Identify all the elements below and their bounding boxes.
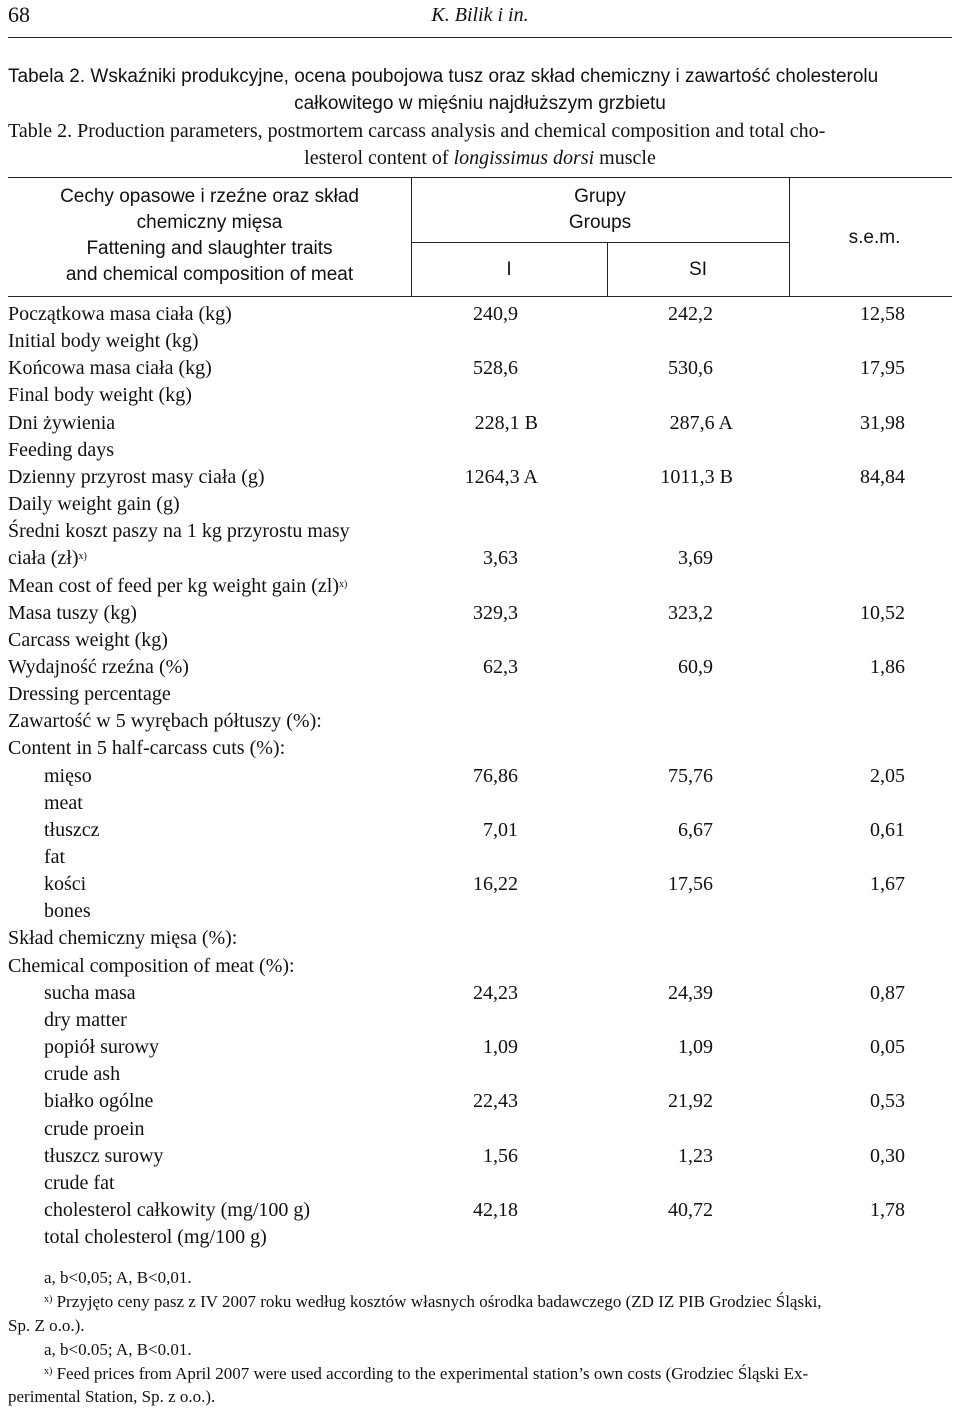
- footnote-price-pl-1: [44, 1290, 822, 1314]
- row-label-text: tłuszcz surowy: [44, 1144, 164, 1167]
- header-groups: [411, 184, 789, 236]
- row-label: [8, 545, 87, 572]
- caption-en-line2: [0, 145, 960, 172]
- value-group-si: 287,6 A: [669, 411, 733, 434]
- value-group-i: 1264,3 A: [464, 465, 538, 488]
- row-label-text: Zawartość w 5 wyrębach półtuszy (%):: [8, 710, 322, 733]
- row-label: [8, 518, 350, 545]
- value-sem: 1,67: [870, 873, 905, 896]
- value-sem: 0,87: [870, 981, 905, 1004]
- row-label-text: Dni żywienia: [8, 411, 116, 434]
- row-label: [44, 1197, 310, 1224]
- header-traits: [8, 184, 411, 288]
- row-label: [44, 1061, 120, 1088]
- value-group-si: 40,72: [668, 1198, 713, 1221]
- header-traits-pl-2: chemiczny mięsa: [136, 212, 283, 233]
- row-label-text: Końcowa masa ciała (kg): [8, 357, 212, 380]
- row-label: [8, 925, 237, 952]
- row-label-text: Dzienny przyrost masy ciała (g): [8, 465, 265, 488]
- row-label: [8, 600, 137, 627]
- row-label-text: Masa tuszy (kg): [8, 601, 137, 624]
- row-label-text: Wydajność rzeźna (%): [8, 655, 189, 678]
- row-label: [8, 681, 171, 708]
- value-group-i: 329,3: [473, 601, 518, 624]
- row-label: [8, 355, 212, 382]
- value-group-i: 240,9: [473, 303, 518, 325]
- row-label-text: Chemical composition of meat (%):: [8, 954, 295, 977]
- value-sem: 17,95: [860, 357, 905, 380]
- row-label-text: Content in 5 half-carcass cuts (%):: [8, 737, 286, 760]
- row-label-text: Skład chemiczny mięsa (%):: [8, 927, 238, 950]
- row-label: [8, 735, 285, 762]
- row-label: [44, 1143, 163, 1170]
- row-label-text: ciała (zł): [8, 547, 79, 570]
- row-label-text: mięso: [44, 764, 92, 787]
- top-rule: [8, 37, 952, 38]
- value-sem: 31,98: [860, 411, 905, 434]
- row-label: [44, 1224, 267, 1251]
- row-label: [44, 980, 136, 1007]
- footnote-price-en-1: [44, 1362, 808, 1386]
- row-label-text: Final body weight (kg): [8, 384, 192, 407]
- value-group-i: 76,86: [473, 764, 518, 787]
- caption-pl-line1: Tabela 2. Wskaźniki produkcyjne, ocena poubojowa tusz oraz skład chemiczny i zawartość cholesterolu: [8, 66, 879, 87]
- value-group-i: 7,01: [483, 818, 518, 841]
- value-group-si: 17,56: [668, 873, 713, 896]
- row-label-text: Carcass weight (kg): [8, 628, 168, 651]
- row-label-text: Dressing percentage: [8, 683, 171, 706]
- footnote-marker: x): [339, 578, 348, 590]
- value-sem: 2,05: [870, 764, 905, 787]
- row-label-text: dry matter: [44, 1008, 127, 1031]
- footnote-marker: x): [44, 1294, 53, 1305]
- row-label-text: Średni koszt paszy na 1 kg przyrostu masy: [8, 520, 350, 543]
- row-label-text: cholesterol całkowity (mg/100 g): [44, 1198, 311, 1221]
- value-sem: 1,86: [870, 655, 905, 678]
- running-head: K. Bilik i in.: [431, 4, 529, 26]
- value-group-si: 242,2: [668, 303, 713, 325]
- caption-en-line2-pre: lesterol content of: [304, 147, 454, 169]
- footnote-marker: x): [78, 551, 87, 563]
- value-group-i: 16,22: [473, 873, 518, 896]
- row-label-text: sucha masa: [44, 981, 136, 1004]
- row-label: [44, 898, 91, 925]
- value-sem: 12,58: [860, 303, 905, 325]
- footnote-price-pl-2: Sp. Z o.o.).: [8, 1316, 85, 1335]
- row-label-text: Daily weight gain (g): [8, 493, 180, 516]
- footnote-price-en-2: perimental Station, Sp. z o.o.).: [8, 1387, 216, 1406]
- row-label: [8, 708, 322, 735]
- row-label: [8, 464, 265, 491]
- value-group-si: 6,67: [678, 818, 713, 841]
- header-sem: s.e.m.: [848, 227, 901, 248]
- caption-species-italic: longissimus dorsi: [453, 147, 595, 169]
- row-label-text: Mean cost of feed per kg weight gain (zl): [8, 574, 339, 597]
- header-traits-en-1: Fattening and slaughter traits: [86, 238, 333, 259]
- row-label: [8, 382, 192, 409]
- row-label-text: total cholesterol (mg/100 g): [44, 1226, 267, 1249]
- footnote-significance-en: a, b<0.05; A, B<0.01.: [44, 1340, 192, 1359]
- value-group-si: 21,92: [668, 1090, 713, 1113]
- value-group-i: 1,09: [483, 1036, 518, 1059]
- footnote-marker: x): [44, 1366, 53, 1377]
- row-label-text: crude fat: [44, 1171, 115, 1194]
- value-group-si: 75,76: [668, 764, 713, 787]
- row-label-text: crude proein: [44, 1117, 145, 1140]
- value-sem: 0,53: [870, 1090, 905, 1113]
- row-label: [8, 627, 168, 654]
- value-group-i: 22,43: [473, 1090, 518, 1113]
- row-label: [44, 1170, 115, 1197]
- row-label: [44, 1116, 145, 1143]
- row-label-text: popiół surowy: [44, 1036, 159, 1059]
- page-number: 68: [8, 2, 30, 27]
- row-label-text: meat: [44, 791, 83, 814]
- row-label: [8, 573, 347, 600]
- row-label-text: fat: [44, 846, 66, 868]
- value-group-i: 1,56: [483, 1144, 518, 1167]
- caption-en-line2-post: muscle: [594, 147, 656, 169]
- row-label: [44, 1007, 127, 1034]
- row-label-text: bones: [44, 900, 91, 923]
- row-label-text: crude ash: [44, 1063, 121, 1086]
- footnote-price-en-text: Feed prices from April 2007 were used according to the experimental station’s own costs (Grodziec Śląski Ex-: [52, 1364, 809, 1383]
- caption-pl-line2: całkowitego w mięśniu najdłuższym grzbietu: [294, 93, 666, 114]
- row-label: [8, 328, 199, 355]
- header-groups-en: Groups: [568, 212, 632, 233]
- row-label: [8, 491, 180, 518]
- header-traits-pl-1: Cechy opasowe i rzeźne oraz skład: [60, 186, 359, 207]
- row-label: [8, 301, 232, 328]
- row-label: [8, 437, 114, 464]
- value-group-si: 1011,3 B: [660, 465, 733, 488]
- value-group-si: 60,9: [678, 655, 713, 678]
- header-group-1: I: [506, 259, 512, 280]
- row-label: [44, 763, 92, 790]
- header-groups-pl: Grupy: [574, 186, 626, 207]
- footnote-significance-pl: a, b<0,05; A, B<0,01.: [44, 1268, 192, 1287]
- groups-subrule: [411, 242, 789, 243]
- value-sem: 0,30: [870, 1144, 905, 1167]
- caption-en-line1: Table 2. Production parameters, postmortem carcass analysis and chemical composition and total cho-: [8, 120, 826, 142]
- row-label: [8, 410, 115, 437]
- row-label: [44, 844, 65, 871]
- row-label: [8, 953, 295, 980]
- header-bottom-rule: [8, 296, 952, 297]
- value-group-i: 3,63: [483, 547, 518, 570]
- row-label-text: białko ogólne: [44, 1090, 154, 1113]
- row-label: [44, 871, 86, 898]
- value-group-si: 1,23: [678, 1144, 713, 1167]
- value-group-si: 24,39: [668, 981, 713, 1004]
- value-sem: 0,61: [870, 818, 905, 841]
- table-top-rule: [8, 177, 952, 178]
- row-label: [44, 817, 100, 844]
- value-sem: 10,52: [860, 601, 905, 624]
- row-label-text: Początkowa masa ciała (kg): [8, 303, 232, 325]
- row-label: [44, 1034, 159, 1061]
- value-sem: 84,84: [860, 465, 905, 488]
- value-sem: 1,78: [870, 1198, 905, 1221]
- value-group-si: 323,2: [668, 601, 713, 624]
- value-group-i: 42,18: [473, 1198, 518, 1221]
- row-label-text: Initial body weight (kg): [8, 330, 199, 353]
- row-label-text: tłuszcz: [44, 818, 100, 841]
- header-traits-en-2: and chemical composition of meat: [65, 264, 354, 285]
- row-label-text: Feeding days: [8, 438, 115, 461]
- value-group-i: 24,23: [473, 981, 518, 1004]
- row-label-text: kości: [44, 873, 87, 896]
- row-label: [44, 1088, 153, 1115]
- value-group-si: 1,09: [678, 1036, 713, 1059]
- row-label: [44, 790, 83, 817]
- value-group-i: 62,3: [483, 655, 518, 678]
- footnote-price-pl-text: Przyjęto ceny pasz z IV 2007 roku według kosztów własnych ośrodka badawczego (ZD IZ PIB Grodziec Śląski,: [52, 1292, 822, 1311]
- header-group-2: SI: [689, 259, 707, 280]
- value-group-i: 228,1 B: [474, 411, 538, 434]
- value-group-i: 528,6: [473, 357, 518, 380]
- value-sem: 0,05: [870, 1036, 905, 1059]
- row-label: [8, 654, 189, 681]
- value-group-si: 530,6: [668, 357, 713, 380]
- value-group-si: 3,69: [678, 547, 713, 570]
